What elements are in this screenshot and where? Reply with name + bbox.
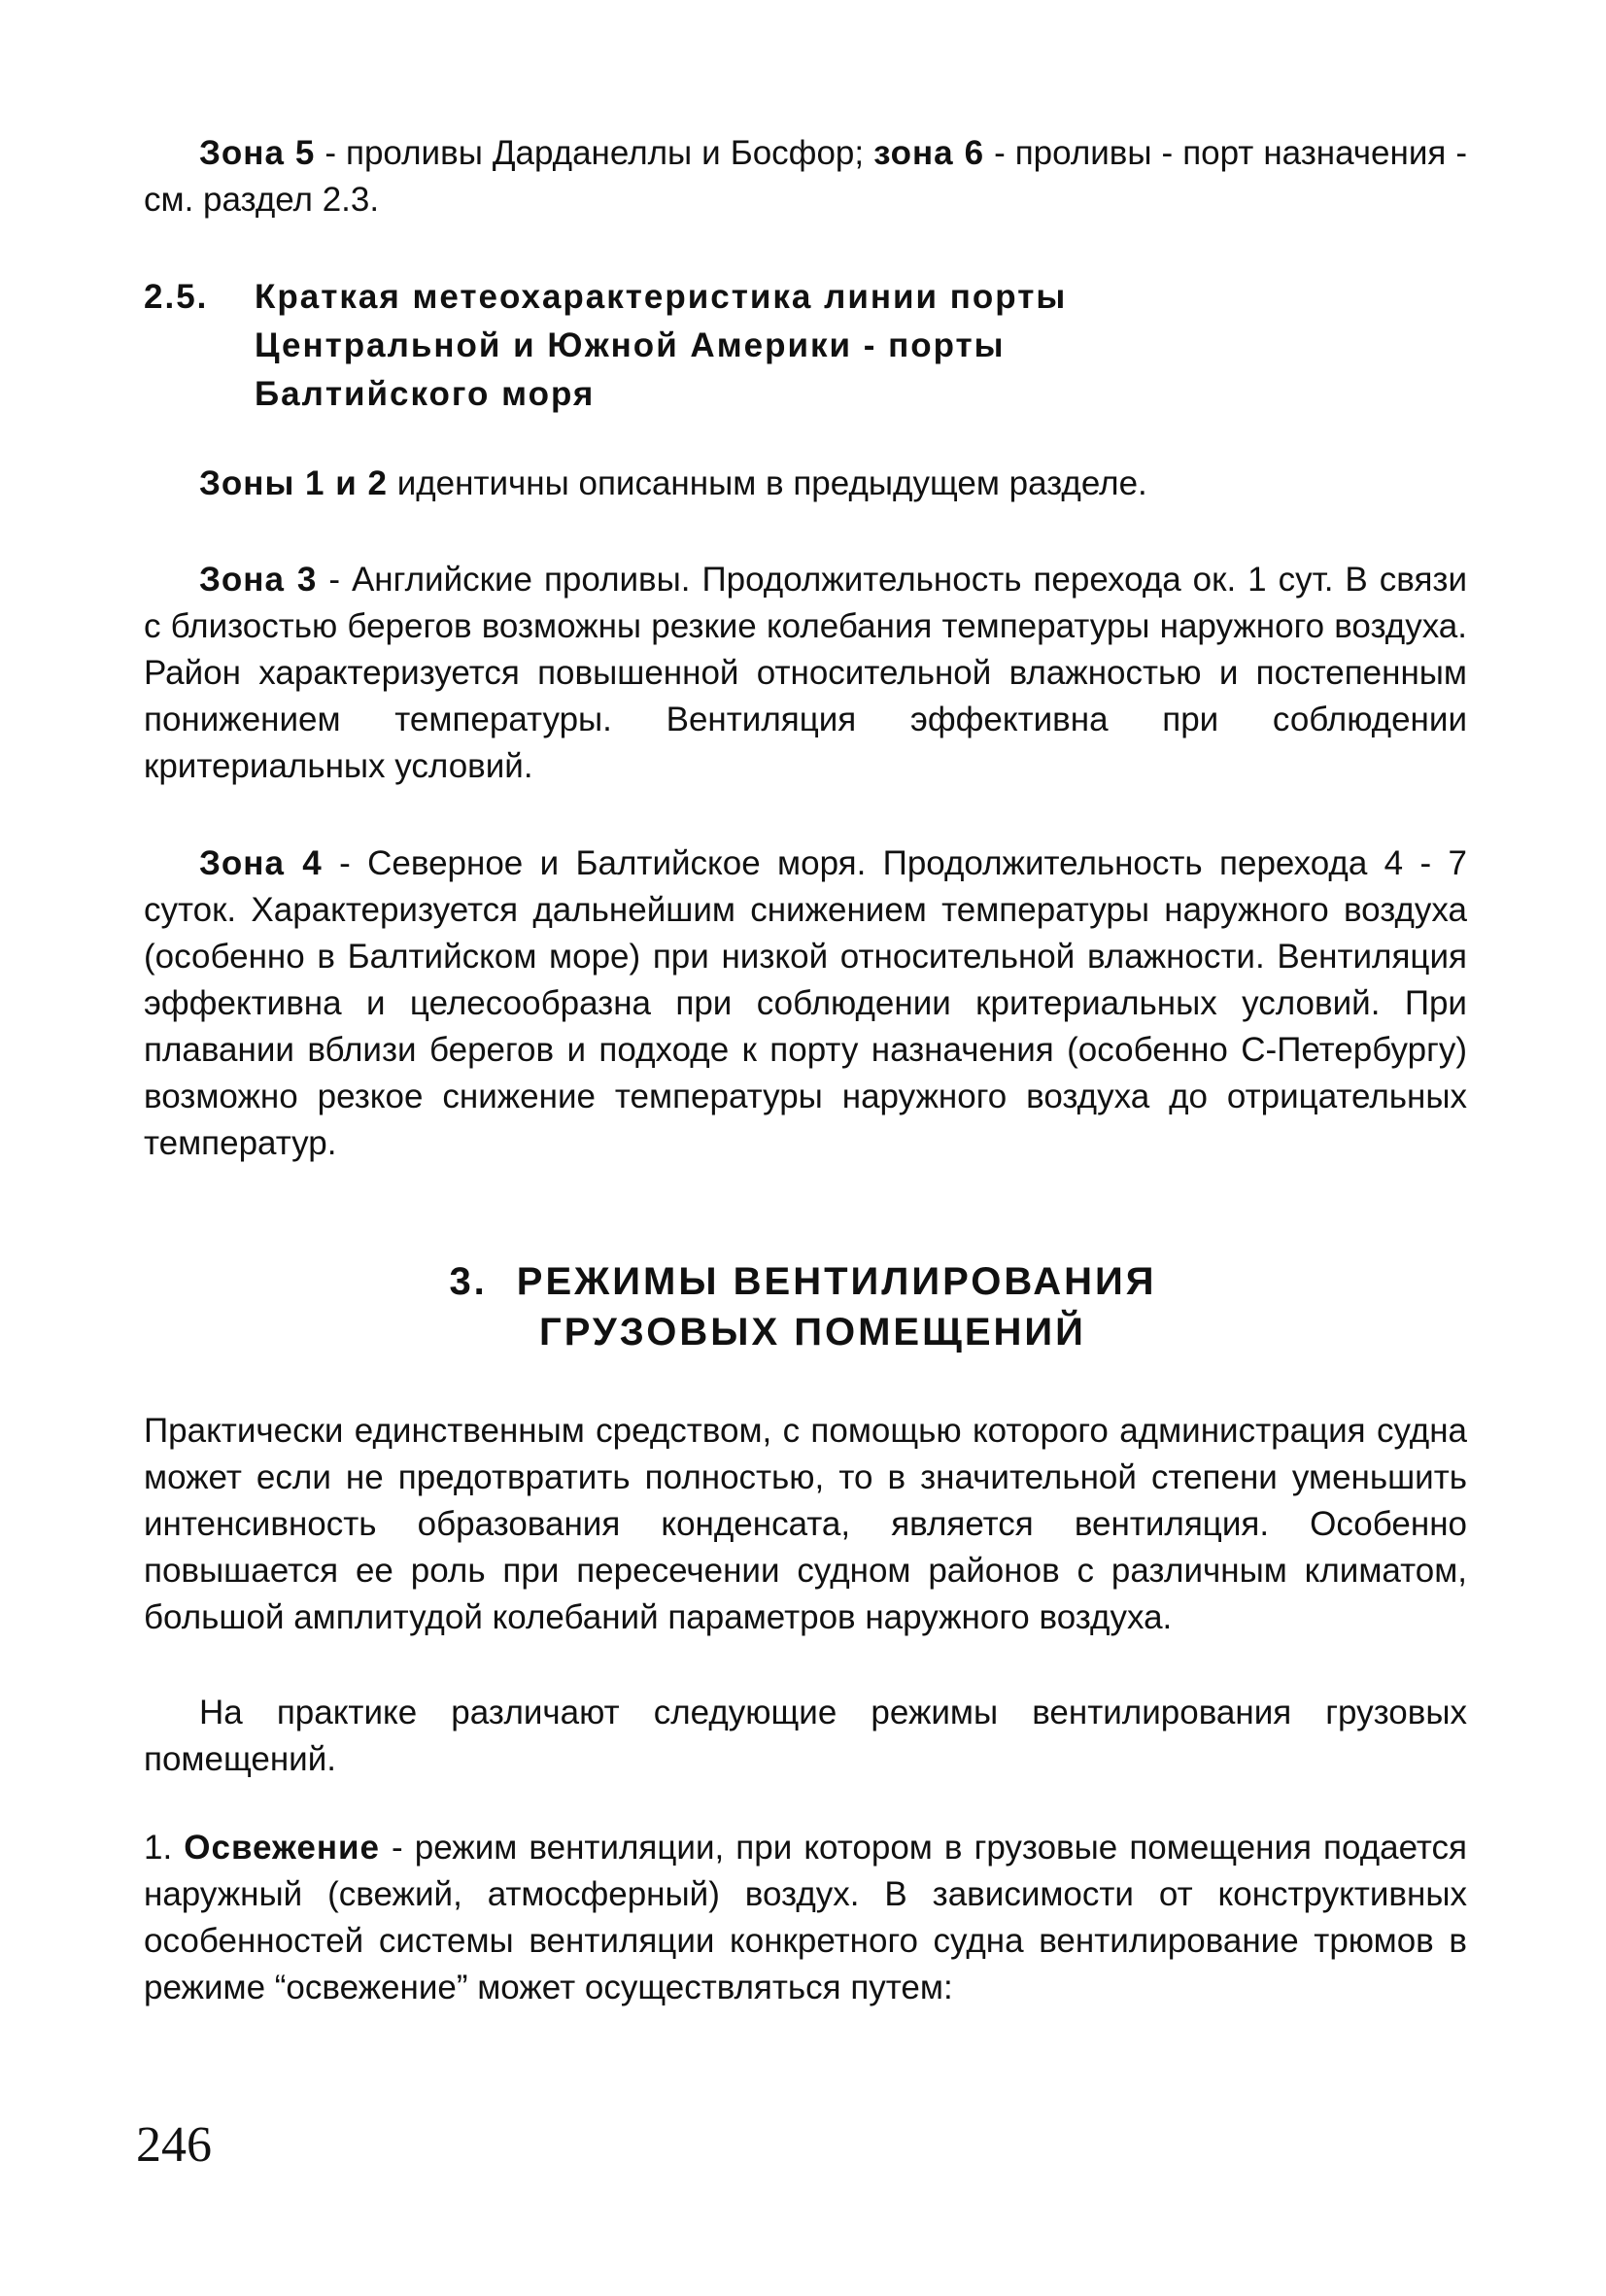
chapter-title-line: ГРУЗОВЫХ ПОМЕЩЕНИЙ bbox=[539, 1311, 1086, 1354]
zone4-label: Зона 4 bbox=[199, 844, 323, 882]
paragraph-zones-1-2 bbox=[144, 461, 1467, 507]
paragraph-practical: Практически единственным средством, с помощью которого администрация судна может если не предотвратить полностью, то в значительной степени уменьшить интенсивность образования конденсата, является вентиляция. Особенно повышается ее роль при пересечении судном районов с различным климатом, большой амплитудой колебаний параметров наружного воздуха. bbox=[144, 1412, 1467, 1636]
zone5-text: - проливы Дарданеллы и Босфор; bbox=[315, 134, 874, 172]
paragraph-zones-5-6 bbox=[144, 130, 1467, 223]
zones12-text: идентичны описанным в предыдущем разделе. bbox=[387, 464, 1147, 502]
chapter-title-line bbox=[0, 1256, 1606, 1307]
section-number: 2.5. bbox=[144, 278, 209, 316]
chapter-number: 3. bbox=[449, 1260, 488, 1303]
zone3-label: Зона 3 bbox=[199, 561, 318, 599]
item1-number: 1. bbox=[144, 1829, 185, 1867]
item1-text: - режим вентиляции, при котором в грузовые помещения подается наружный (свежий, атмосферный) воздух. В зависимости от конструктивных особенностей системы вентиляции конкретного судна вентилирование трюмов в режиме “освежение” может осуществляться путем: bbox=[144, 1829, 1467, 2006]
paragraph-modes: На практике различают следующие режимы вентилирования грузовых помещений. bbox=[144, 1694, 1467, 1778]
zones12-label: Зоны 1 и 2 bbox=[199, 464, 388, 502]
paragraph-zone-4 bbox=[144, 840, 1467, 1167]
paragraph-zone-3 bbox=[144, 557, 1467, 790]
zone3-text: - Английские проливы. Продолжительность перехода ок. 1 сут. В связи с близостью берегов возможны резкие колебания температуры наружного воздуха. Район характеризуется повышенной относительной влажностью и постепенным понижением температуры. Вентиляция эффективна при соблюдении критериальных условий. bbox=[144, 561, 1468, 785]
paragraph-item-1 bbox=[144, 1825, 1467, 2011]
chapter-heading bbox=[0, 1256, 1606, 1357]
zone5-label: Зона 5 bbox=[199, 134, 316, 172]
section-title-line: Краткая метеохарактеристика линии порты bbox=[255, 278, 1068, 316]
zone6-label: зона 6 bbox=[873, 134, 985, 172]
item1-label: Освежение bbox=[184, 1829, 380, 1867]
page-number: 246 bbox=[136, 2117, 212, 2173]
zone4-text: - Северное и Балтийское моря. Продолжительность перехода 4 - 7 суток. Характеризуется дальнейшим снижением температуры наружного воздуха (особенно в Балтийском море) при низкой относительной влажности. Вентиляция эффективна и целесообразна при соблюдении критериальных условий. При плавании вблизи берегов и подходе к порту назначения (особенно С-Петербургу) возможно резкое снижение температуры наружного воздуха до отрицательных температур. bbox=[144, 844, 1467, 1162]
section-title bbox=[255, 273, 1323, 419]
chapter-title-text: РЕЖИМЫ ВЕНТИЛИРОВАНИЯ bbox=[516, 1260, 1157, 1303]
zone6-text: - проливы - порт назначения - см. раздел 2.3. bbox=[144, 134, 1467, 219]
section-title-line: Центральной и Южной Америки - порты bbox=[255, 326, 1006, 364]
section-title-line: Балтийского моря bbox=[255, 375, 596, 413]
